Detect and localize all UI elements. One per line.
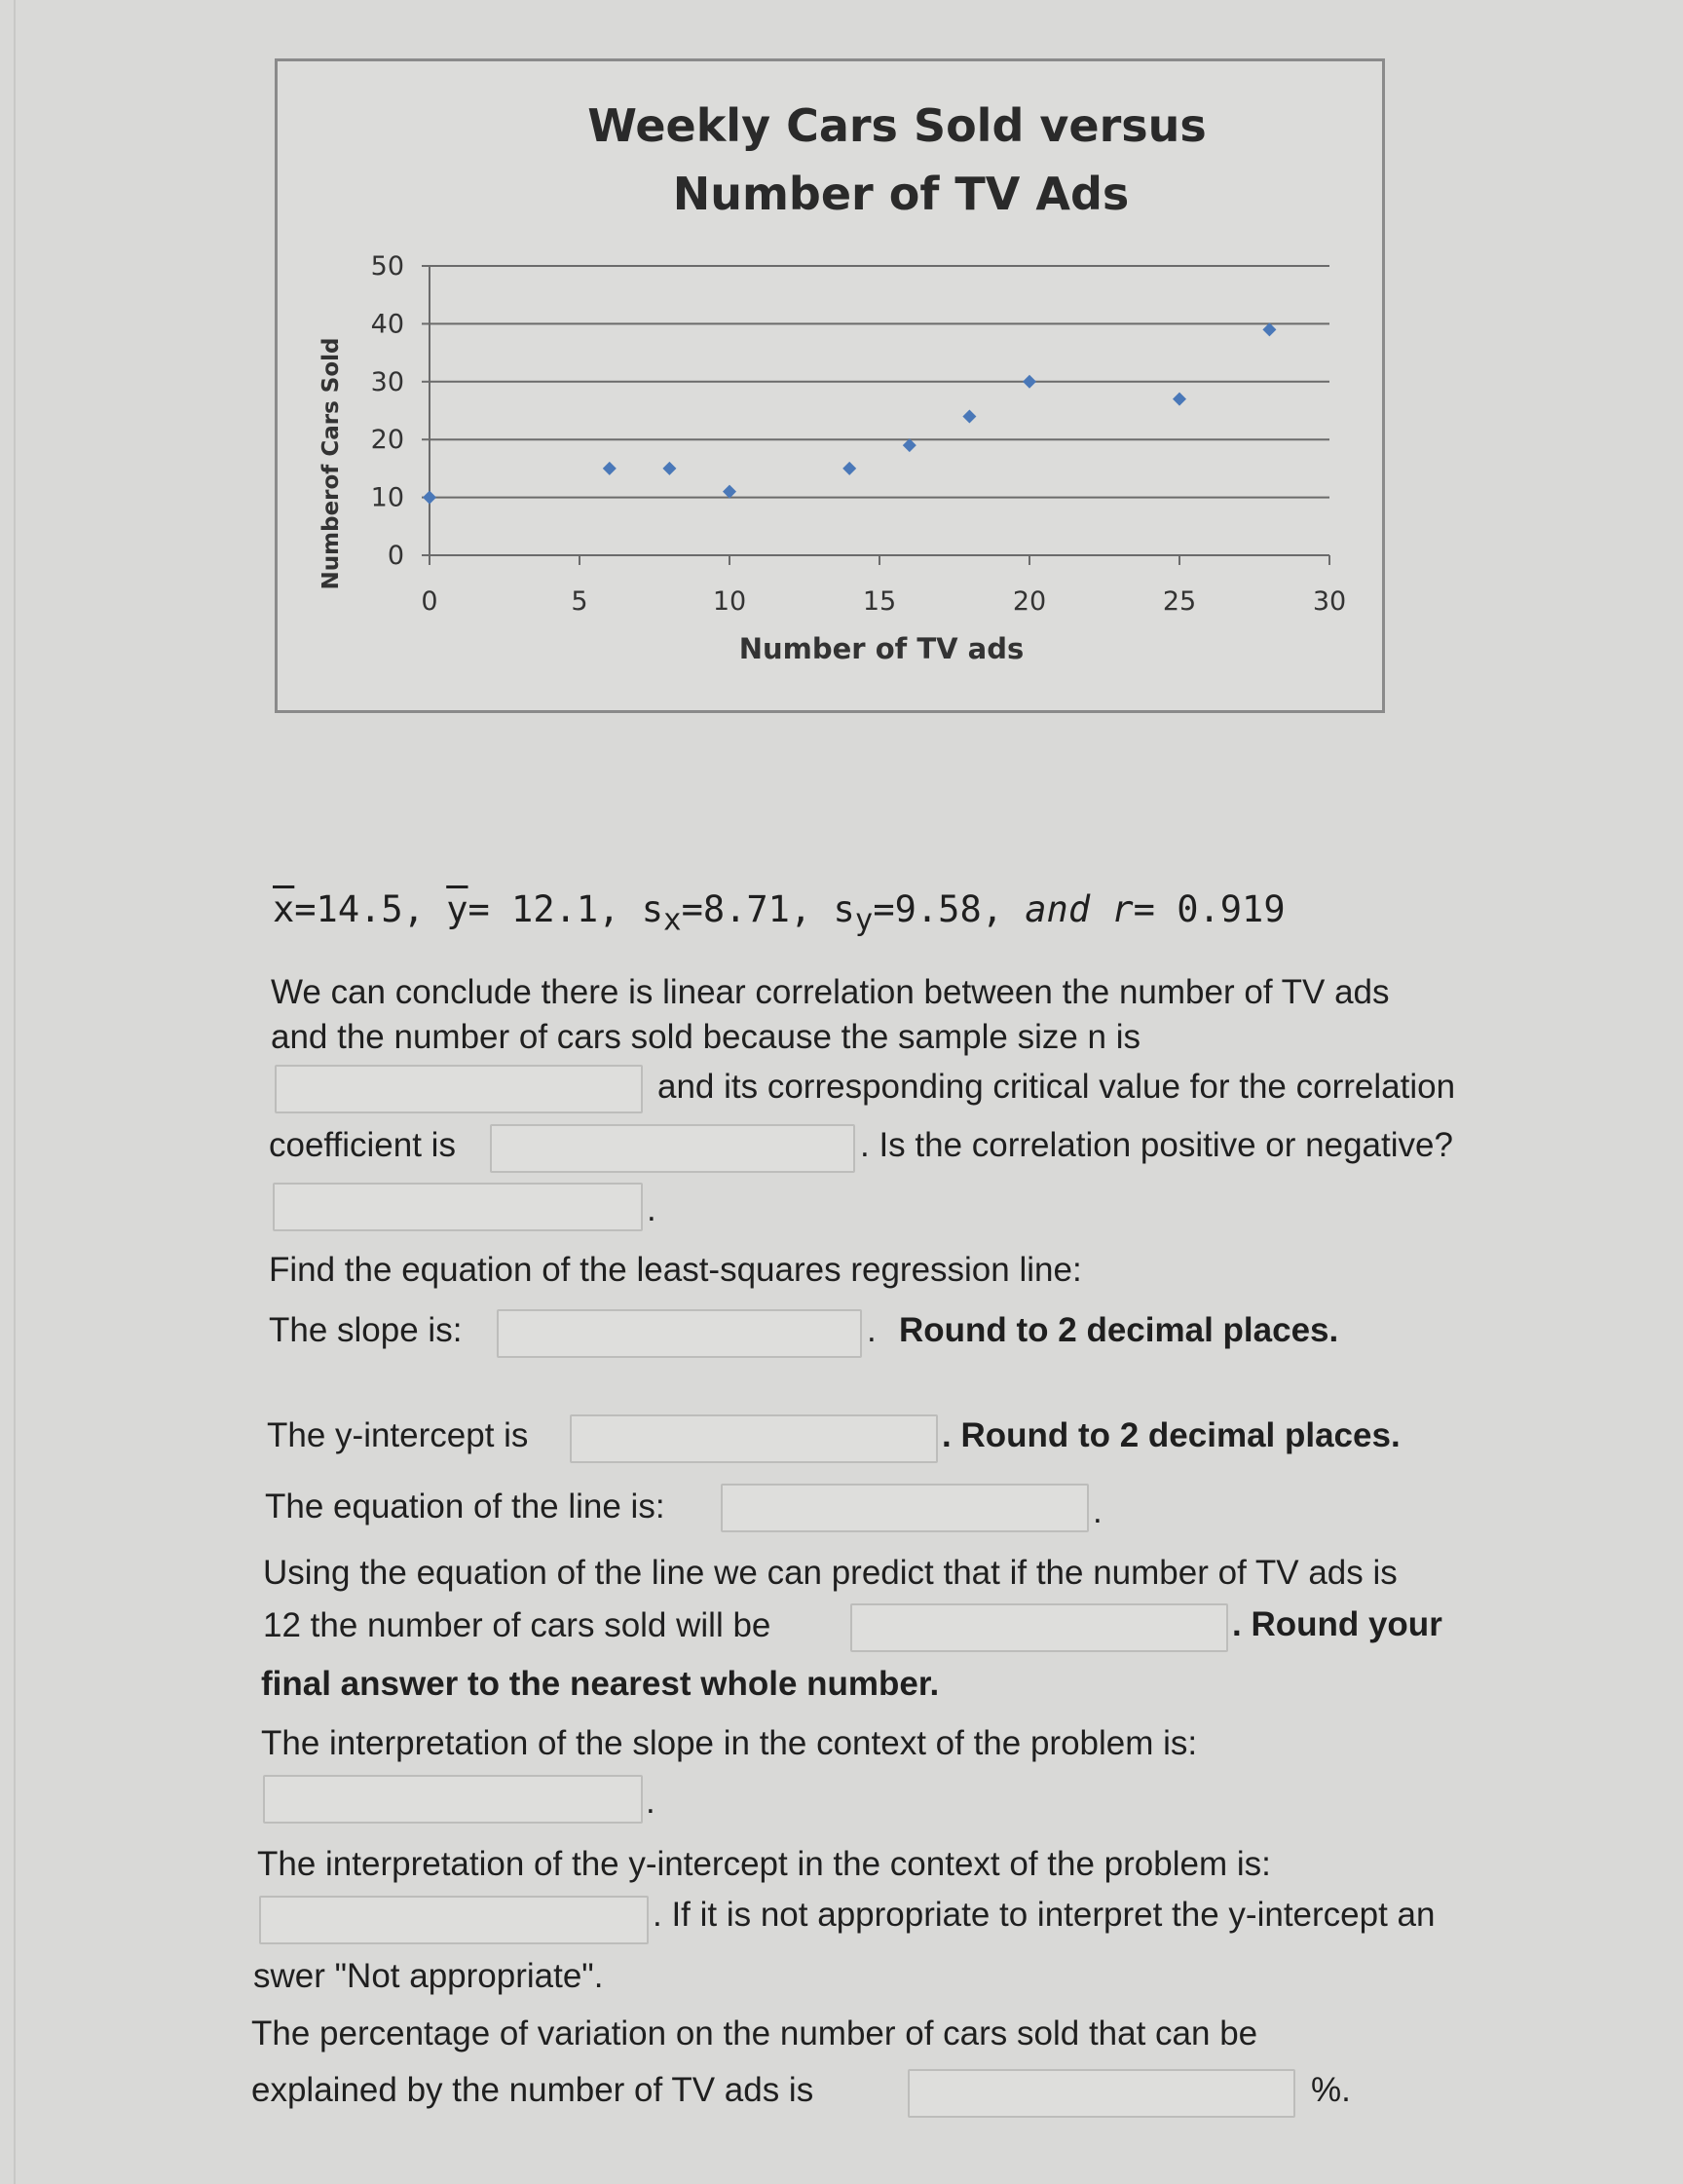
- correlation-sign-input[interactable]: [275, 1185, 641, 1229]
- percentage-input[interactable]: [910, 2071, 1293, 2116]
- data-point-2: [603, 462, 617, 475]
- y-tick-label-30: 30: [370, 366, 404, 397]
- y-tick-label-10: 10: [370, 482, 404, 513]
- q-line1: We can conclude there is linear correlation between the number of TV ads: [271, 973, 1390, 1011]
- x-axis-title: Number of TV ads: [738, 632, 1025, 665]
- scatter-chart: [275, 58, 1385, 713]
- chart-svg: [278, 61, 1382, 710]
- q-line2: and the number of cars sold because the sample size n is: [271, 1018, 1141, 1056]
- equation-field[interactable]: [721, 1484, 1089, 1532]
- q-line3: and its corresponding critical value for the correlation: [657, 1068, 1456, 1106]
- predict-line1: Using the equation of the line we can predict that if the number of TV ads is: [263, 1554, 1398, 1592]
- data-point-6: [903, 438, 916, 452]
- summary-stats: [273, 888, 1286, 941]
- gridlines: [430, 266, 1329, 498]
- x-tick-label-15: 15: [862, 586, 897, 617]
- y-tick-label-40: 40: [370, 309, 404, 340]
- slope-interp-input[interactable]: [265, 1777, 641, 1822]
- x-tick-label-25: 25: [1162, 586, 1197, 617]
- x-tick-label-5: 5: [571, 586, 588, 617]
- slope-interp-field[interactable]: [263, 1775, 643, 1824]
- percentage-field[interactable]: [908, 2069, 1295, 2118]
- r-value: = 0.919: [1133, 888, 1286, 930]
- slope-interp-label: The interpretation of the slope in the context of the problem is:: [261, 1724, 1198, 1762]
- data-point-7: [962, 409, 976, 423]
- critical-value-input[interactable]: [492, 1126, 853, 1171]
- x-tick-label-10: 10: [712, 586, 747, 617]
- sy-symbol: s: [833, 888, 855, 930]
- sample-size-input[interactable]: [277, 1067, 641, 1111]
- x-tick-label-30: 30: [1312, 586, 1347, 617]
- dot-3: .: [646, 1783, 655, 1821]
- y-intercept-label: The y-intercept is: [267, 1416, 529, 1454]
- data-point-8: [1023, 375, 1036, 389]
- ybar-symbol: $\overline{y}$: [446, 888, 468, 930]
- y-tick-label-50: 50: [370, 251, 404, 282]
- find-equation-text: Find the equation of the least-squares regression line:: [269, 1251, 1082, 1289]
- chart-title-line2: Number of TV Ads: [672, 168, 1130, 220]
- dot-1: .: [647, 1190, 656, 1228]
- data-point-10: [1262, 322, 1276, 336]
- data-point-4: [723, 485, 736, 499]
- axes: [422, 266, 1329, 565]
- x-tick-label-20: 20: [1012, 586, 1047, 617]
- final-answer-note: final answer to the nearest whole number.: [261, 1665, 940, 1703]
- slope-label: The slope is:: [269, 1311, 463, 1349]
- sx-symbol: s: [641, 888, 663, 930]
- data-point-5: [842, 462, 856, 475]
- y-axis-title: Numberof Cars Sold: [318, 337, 344, 590]
- data-points: [423, 322, 1276, 504]
- xbar-value: =14.5,: [294, 888, 447, 930]
- equation-input[interactable]: [723, 1486, 1087, 1530]
- page-edge: [14, 0, 16, 2184]
- sx-subscript: x: [663, 902, 682, 938]
- y-intercept-interp-label: The interpretation of the y-intercept in the context of the problem is:: [257, 1845, 1271, 1883]
- slope-input[interactable]: [499, 1311, 860, 1356]
- y-intercept-interp-field[interactable]: [259, 1896, 649, 1944]
- xbar-symbol: $\overline{x}$: [273, 888, 295, 930]
- ybar-value: = 12.1,: [468, 888, 642, 930]
- round-your-note: . Round your: [1232, 1605, 1442, 1643]
- slope-field[interactable]: [497, 1309, 862, 1358]
- y-intercept-interp-input[interactable]: [261, 1898, 647, 1942]
- tick-labels: [371, 251, 1347, 617]
- slope-round-note: Round to 2 decimal places.: [899, 1311, 1339, 1349]
- not-appropriate-line2: swer "Not appropriate".: [253, 1957, 604, 1995]
- correlation-sign-field[interactable]: [273, 1183, 643, 1231]
- not-appropriate-line1: . If it is not appropriate to interpret the y-intercept an: [653, 1896, 1436, 1934]
- data-point-3: [662, 462, 676, 475]
- percentage-line2: explained by the number of TV ads is: [251, 2071, 814, 2109]
- x-tick-label-0: 0: [421, 586, 438, 617]
- predict-line2: 12 the number of cars sold will be: [263, 1606, 771, 1644]
- y-tick-label-20: 20: [370, 425, 404, 456]
- prediction-field[interactable]: [850, 1603, 1228, 1652]
- y-intercept-field[interactable]: [570, 1414, 938, 1463]
- and-r-label: and r: [1025, 888, 1134, 930]
- y-intercept-round-note: . Round to 2 decimal places.: [942, 1416, 1401, 1454]
- slope-dot: .: [867, 1311, 877, 1349]
- sample-size-field[interactable]: [275, 1065, 643, 1113]
- y-intercept-input[interactable]: [572, 1416, 936, 1461]
- percentage-line1: The percentage of variation on the number of cars sold that can be: [251, 2015, 1258, 2052]
- sy-value: =9.58,: [873, 888, 1026, 930]
- dot-2: .: [1093, 1492, 1103, 1530]
- q-line4a: coefficient is: [269, 1126, 456, 1164]
- sy-subscript: y: [854, 902, 874, 938]
- critical-value-field[interactable]: [490, 1124, 855, 1173]
- sx-value: =8.71,: [681, 888, 834, 930]
- prediction-input[interactable]: [852, 1605, 1226, 1650]
- equation-label: The equation of the line is:: [265, 1487, 665, 1525]
- q-line4b: . Is the correlation positive or negative?: [860, 1126, 1453, 1164]
- data-point-1: [423, 491, 436, 505]
- y-tick-label-0: 0: [387, 541, 404, 571]
- data-point-9: [1173, 393, 1186, 406]
- percent-sign: %.: [1311, 2071, 1351, 2109]
- chart-title-line1: Weekly Cars Sold versus: [587, 99, 1207, 152]
